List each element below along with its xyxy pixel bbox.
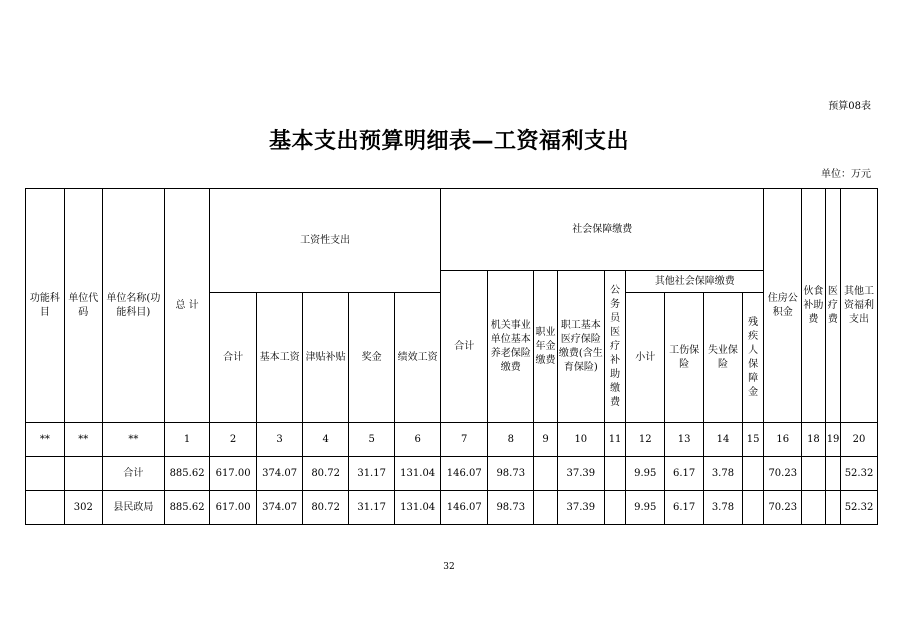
header-medical-fee: 医疗费 <box>825 189 840 423</box>
cell-unit-name: 合计 <box>102 457 164 491</box>
index-cell: 9 <box>534 423 558 457</box>
index-cell: 8 <box>488 423 534 457</box>
unit-label: 单位：万元 <box>821 169 871 180</box>
cell-housing-fund: 70.23 <box>764 457 802 491</box>
index-cell: 13 <box>665 423 704 457</box>
header-injury: 工伤保险 <box>665 293 704 423</box>
cell-merit-pay: 131.04 <box>395 457 441 491</box>
cell-allowance: 80.72 <box>303 457 349 491</box>
header-base-wage: 基本工资 <box>257 293 303 423</box>
header-total: 总 计 <box>165 189 210 423</box>
index-cell: ** <box>102 423 164 457</box>
budget-table <box>25 188 878 525</box>
index-cell: 5 <box>349 423 395 457</box>
header-wage-sum: 合计 <box>210 293 257 423</box>
header-social-group: 社会保障缴费 <box>441 189 764 271</box>
cell-medical: 37.39 <box>557 491 604 525</box>
header-pension: 机关事业单位基本养老保险缴费 <box>488 271 534 423</box>
index-cell: 18 <box>802 423 826 457</box>
header-bonus: 奖金 <box>349 293 395 423</box>
header-social-sum: 合计 <box>441 271 488 423</box>
cell-wage-sum: 617.00 <box>210 491 257 525</box>
form-number: 预算08表 <box>828 101 871 112</box>
index-cell: 19 <box>825 423 840 457</box>
index-cell: 11 <box>604 423 625 457</box>
cell-base-wage: 374.07 <box>257 491 303 525</box>
index-cell: 14 <box>704 423 743 457</box>
cell-allowance: 80.72 <box>303 491 349 525</box>
header-medical: 职工基本医疗保险缴费(含生育保险) <box>557 271 604 423</box>
cell-total: 885.62 <box>165 491 210 525</box>
cell-social-sum: 146.07 <box>441 457 488 491</box>
cell-func-subject <box>26 491 65 525</box>
index-cell: 20 <box>841 423 878 457</box>
cell-annuity <box>534 457 558 491</box>
header-unit-code: 单位代码 <box>64 189 102 423</box>
cell-meal-subsidy <box>802 491 826 525</box>
header-meal-subsidy: 伙食补助费 <box>802 189 826 423</box>
cell-housing-fund: 70.23 <box>764 491 802 525</box>
header-merit-pay: 绩效工资 <box>395 293 441 423</box>
cell-injury: 6.17 <box>665 457 704 491</box>
table-row <box>26 457 878 491</box>
cell-unit-code: 302 <box>64 491 102 525</box>
cell-other-welfare: 52.32 <box>841 457 878 491</box>
index-cell: 3 <box>257 423 303 457</box>
index-cell: 4 <box>303 423 349 457</box>
cell-func-subject <box>26 457 65 491</box>
index-cell: 15 <box>742 423 763 457</box>
index-cell: 2 <box>210 423 257 457</box>
cell-disability <box>742 457 763 491</box>
cell-civil-medical <box>604 491 625 525</box>
cell-medical-fee <box>825 457 840 491</box>
index-cell: 16 <box>764 423 802 457</box>
page-title: 基本支出预算明细表—工资福利支出 <box>268 129 629 154</box>
cell-subtotal: 9.95 <box>626 491 665 525</box>
cell-social-sum: 146.07 <box>441 491 488 525</box>
table-row <box>26 491 878 525</box>
index-cell: 1 <box>165 423 210 457</box>
cell-merit-pay: 131.04 <box>395 491 441 525</box>
index-cell: 7 <box>441 423 488 457</box>
header-other-social-group: 其他社会保障缴费 <box>626 271 764 293</box>
header-unit-name: 单位名称(功能科目) <box>102 189 164 423</box>
header-other-welfare: 其他工资福利支出 <box>841 189 878 423</box>
cell-wage-sum: 617.00 <box>210 457 257 491</box>
page-number: 32 <box>443 562 455 572</box>
index-cell: ** <box>26 423 65 457</box>
header-wage-group: 工资性支出 <box>210 189 441 293</box>
header-housing-fund: 住房公积金 <box>764 189 802 423</box>
cell-annuity <box>534 491 558 525</box>
index-cell: 12 <box>626 423 665 457</box>
cell-total: 885.62 <box>165 457 210 491</box>
cell-unit-code <box>64 457 102 491</box>
cell-bonus: 31.17 <box>349 491 395 525</box>
index-cell: 10 <box>557 423 604 457</box>
cell-pension: 98.73 <box>488 457 534 491</box>
cell-unemployment: 3.78 <box>704 491 743 525</box>
cell-pension: 98.73 <box>488 491 534 525</box>
header-func-subject: 功能科目 <box>26 189 65 423</box>
header-disability: 残疾人保障金 <box>742 293 763 423</box>
cell-injury: 6.17 <box>665 491 704 525</box>
cell-subtotal: 9.95 <box>626 457 665 491</box>
cell-unit-name: 县民政局 <box>102 491 164 525</box>
header-allowance: 津贴补贴 <box>303 293 349 423</box>
index-cell: ** <box>64 423 102 457</box>
header-civil-medical: 公务员医疗补助缴费 <box>604 271 625 423</box>
header-subtotal: 小计 <box>626 293 665 423</box>
cell-other-welfare: 52.32 <box>841 491 878 525</box>
cell-medical-fee <box>825 491 840 525</box>
index-cell: 6 <box>395 423 441 457</box>
cell-civil-medical <box>604 457 625 491</box>
cell-unemployment: 3.78 <box>704 457 743 491</box>
cell-bonus: 31.17 <box>349 457 395 491</box>
header-annuity: 职业年金缴费 <box>534 271 558 423</box>
header-unemployment: 失业保险 <box>704 293 743 423</box>
cell-medical: 37.39 <box>557 457 604 491</box>
cell-meal-subsidy <box>802 457 826 491</box>
cell-base-wage: 374.07 <box>257 457 303 491</box>
cell-disability <box>742 491 763 525</box>
